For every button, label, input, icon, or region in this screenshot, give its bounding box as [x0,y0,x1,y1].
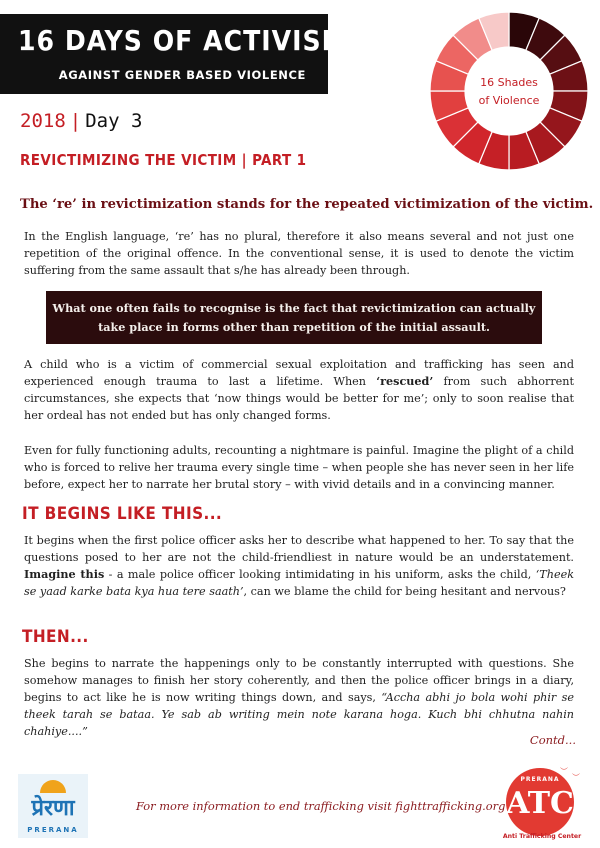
paragraph-police-officer [24,532,574,600]
paragraph-definition: In the English language, ‘re’ has no plural, therefore it also means several and not just one repetition of the original offence. In the conventional sense, it is used to denote the victim suffering from the same assault that s/he has already been through. [24,230,574,277]
text-run: from such abhorrent circumstances, she expects that ‘now things would be better for me’; only to soon realise that her ordeal has not ended but has only changed forms. [24,375,574,422]
footer-info-link[interactable]: For more information to end trafficking visit fighttrafficking.org [136,799,506,813]
badge-text-line1: 16 Shades [480,76,538,89]
callout-box [46,291,542,344]
header-banner [0,14,348,94]
heading-it-begins: IT BEGINS LIKE THIS... [22,504,223,524]
continued-note: Contd... [529,733,576,747]
header-subtitle: AGAINST GENDER BASED VIOLENCE [58,68,306,82]
text-run: - a male police officer looking intimidating in his uniform, asks the child, [104,568,536,581]
atc-mark: ATC [506,786,574,821]
text-run-bold: ‘rescued’ [376,374,434,388]
header-title: 16 DAYS OF ACTIVISM [18,24,348,57]
heading-then: THEN... [22,627,89,647]
text-run-bold: Imagine this [24,567,105,581]
bird-icon: ︶ [572,773,580,782]
year-day-line [20,110,142,132]
text-run: A child who is a victim of commercial sexual exploitation and trafficking has seen and experienced enough trauma to last a lifetime. When [24,358,574,388]
shades-of-violence-badge [428,10,590,172]
bird-icon: ︶ [560,767,568,776]
callout-line-1: What one often fails to recognise is the fact that revictimization can actually [52,301,536,315]
day-number: Day 3 [85,110,143,132]
text-run-italic: ‘Theek se yaad karke bata kya hua tere saath’ [24,568,574,598]
lead-statement: The ‘re’ in revictimization stands for the repeated victimization of the victim. [20,197,594,212]
badge-text-line2: of Violence [478,94,540,107]
text-run: , can we blame the child for being hesitant and nervous? [243,585,566,598]
atc-logo [496,768,588,844]
prerana-wordmark: प्रेरणा [31,796,75,821]
atc-caption: Anti Trafficking Center [502,833,582,840]
prerana-caption: PRERANA [27,826,79,834]
year: 2018 [20,110,66,132]
year-separator: | [69,110,82,132]
text-run: She begins to narrate the happenings only to be constantly interrupted with questions. She somehow manages to finish her story coherently, and then the police officer brings in a diary, begins to act like he is now writing things down, and says, [24,657,574,704]
text-run: It begins when the first police officer asks her to describe what happened to her. To say that the questions posed to her are not the child-friendliest in nature would be an understatement. [24,534,574,564]
text-run-italic: “Accha abhi jo bola wohi phir se theek tarah se bataa. Ye sab ab writing mein note karana hoga. Kuch bhi chhutna nahin chahiye....” [24,691,574,738]
atc-top-label: PRERANA [520,776,560,783]
paragraph-narration [24,655,574,740]
paragraph-adults: Even for fully functioning adults, recounting a nightmare is painful. Imagine the plight of a child who is forced to relive her trauma every single time – when people she has never seen in her life before, expect her to narrate her brutal story – with vivid details and in a convincing manner. [24,444,575,491]
badge-center [466,48,552,134]
prerana-logo [18,774,88,838]
section-title: REVICTIMIZING THE VICTIM | PART 1 [20,151,307,169]
callout-line-2: take place in forms other than repetition of the initial assault. [98,320,490,334]
paragraph-child-victim [24,356,574,424]
